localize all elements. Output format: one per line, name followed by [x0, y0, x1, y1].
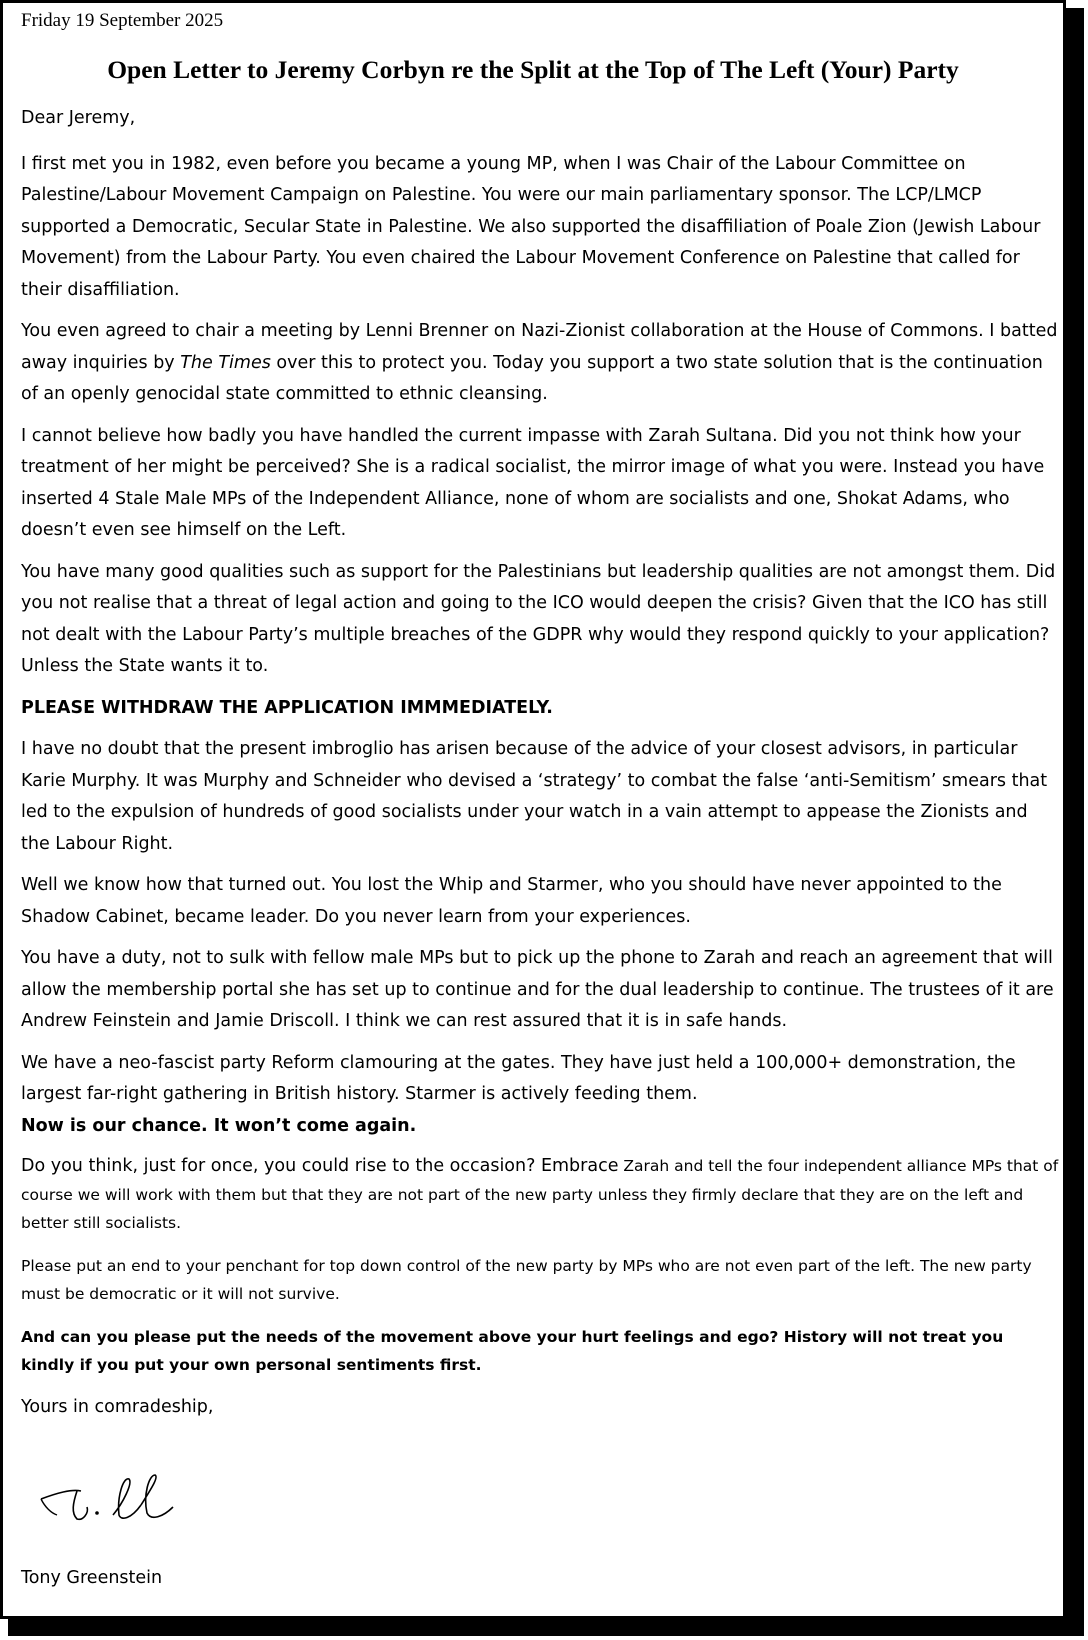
- paragraph-6: I have no doubt that the present imbroglio has arisen because of the advice of your closest advisors, in particular Karie Murphy. It was Murphy and Schneider who devised a ‘strategy’ to combat the false ‘anti-Semitism’ smears that led to the expulsion of hundreds of good socialists under your watch in a vain attempt to appease the Zionists and the Labour Right.: [21, 739, 1048, 854]
- paragraph-10-lead: Do you think, just for once, you could rise to the occasion? Embrace: [21, 1156, 619, 1176]
- paragraph-11: Please put an end to your penchant for top down control of the new party by MPs who are not even part of the left. The new party must be democratic or it will not survive.: [21, 1256, 1032, 1303]
- paragraph-2-text-b: over this to protect you. Today you support a two state solution that is the continuation of an openly genocidal state committed to ethnic cleansing.: [21, 352, 1043, 404]
- salutation: Dear Jeremy,: [21, 108, 136, 128]
- letter-title: Open Letter to Jeremy Corbyn re the Split at the Top of The Left (Your) Party: [107, 55, 959, 84]
- paragraph-1: I first met you in 1982, even before you became a young MP, when I was Chair of the Labour Committee on Palestine/Labour Movement Campaign on Palestine. You were our main parliamentary sponsor. The LCP/LMCP supported a Democratic, Secular State in Palestine. We also supported the disaffiliation of Poale Zion (Jewish Labour Movement) from the Labour Party. You even chaired the Labour Movement Conference on Palestine that called for their disaffiliation.: [21, 153, 1041, 300]
- paragraph-4: You have many good qualities such as support for the Palestinians but leadership qualities are not amongst them. Did you not realise that a threat of legal action and going to the ICO would deepen the crisis? Given that the ICO has still not dealt with the Labour Party’s multiple breaches of the GDPR why would they respond quickly to your application? Unless the State wants it to.: [21, 561, 1056, 676]
- paragraph-9: [21, 1048, 1061, 1143]
- closing: Yours in comradeship,: [21, 1396, 214, 1417]
- paragraph-2: [21, 316, 1061, 411]
- paragraph-9-emphasis: Now is our chance. It won’t come again.: [21, 1115, 417, 1136]
- letter-date: Friday 19 September 2025: [21, 10, 224, 31]
- paragraph-7: Well we know how that turned out. You lost the Whip and Starmer, who you should have never appointed to the Shadow Cabinet, became leader. Do you never learn from your experiences.: [21, 875, 1002, 927]
- paragraph-10-rest: Zarah and tell the four independent alliance MPs that of course we will work with them but that they are not part of the new party unless they firmly declare that they are on the left and better still socialists.: [21, 1157, 1059, 1232]
- paragraph-8: You have a duty, not to sulk with fellow male MPs but to pick up the phone to Zarah and reach an agreement that will allow the membership portal she has set up to continue and for the dual leadership to continue. The trustees of it are Andrew Feinstein and Jamie Driscoll. I think we can rest assured that it is in safe hands.: [21, 948, 1054, 1031]
- signature-image: [37, 1463, 187, 1533]
- paragraph-10: [21, 1152, 1061, 1238]
- paragraph-12: And can you please put the needs of the movement above your hurt feelings and ego? History will not treat you kindly if you put your own personal sentiments first.: [21, 1327, 1004, 1374]
- paragraph-3: I cannot believe how badly you have handled the current impasse with Zarah Sultana. Did you not think how your treatment of her might be perceived? She is a radical socialist, the mirror image of what you were. Instead you have inserted 4 Stale Male MPs of the Independent Alliance, none of whom are socialists and one, Shokat Adams, who doesn’t even see himself on the Left.: [21, 425, 1045, 540]
- letter-body: [21, 103, 1061, 1423]
- paragraph-2-text-a: You even agreed to chair a meeting by Lenni Brenner on Nazi-Zionist collaboration at the House of Commons. I batted away inquiries by: [21, 321, 1058, 373]
- newspaper-name: The Times: [180, 352, 271, 373]
- paragraph-9-text: We have a neo-fascist party Reform clamouring at the gates. They have just held a 100,000+ demonstration, the largest far-right gathering in British history. Starmer is actively feeding them.: [21, 1052, 1016, 1104]
- signer-name: Tony Greenstein: [21, 1568, 163, 1588]
- withdraw-demand: PLEASE WITHDRAW THE APPLICATION IMMMEDIATELY.: [21, 697, 553, 718]
